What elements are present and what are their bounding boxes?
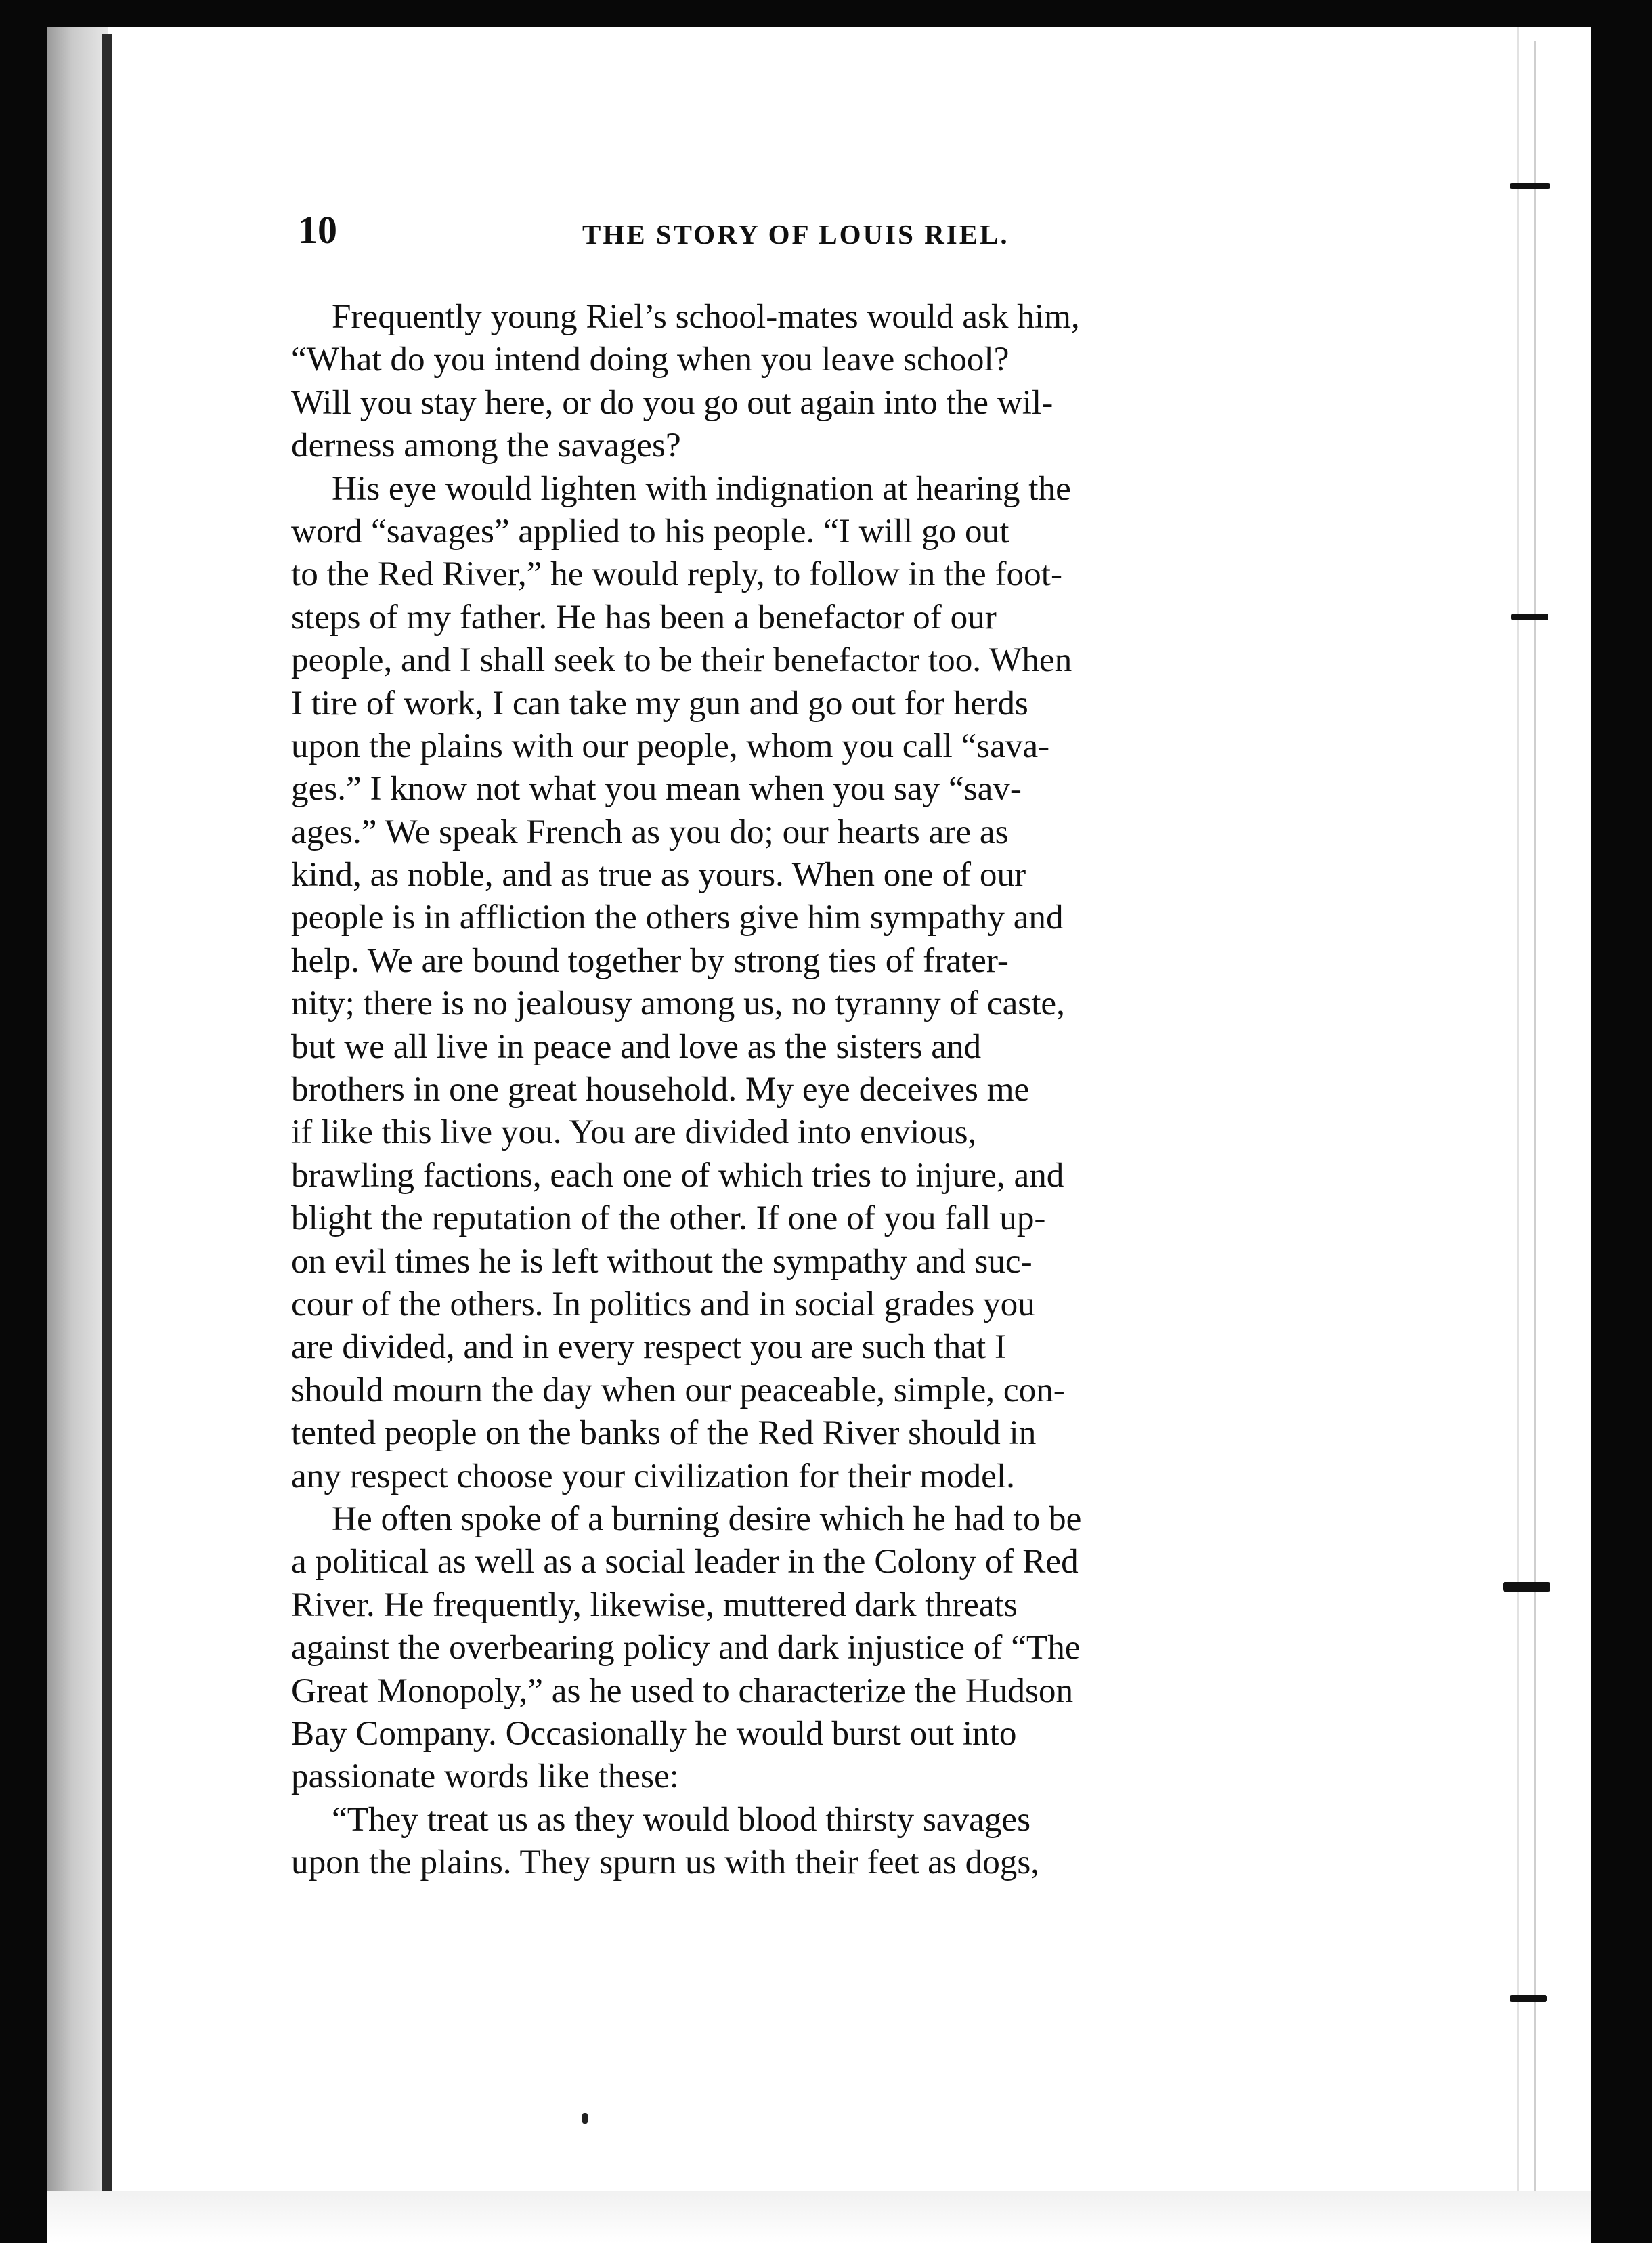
text-line: “What do you intend doing when you leave school? xyxy=(291,340,1009,379)
text-line: brawling factions, each one of which tries to injure, and xyxy=(291,1155,1064,1195)
text-line: nity; there is no jealousy among us, no tyranny of caste, xyxy=(291,984,1065,1023)
text-line: should mourn the day when our peaceable, simple, con- xyxy=(291,1370,1065,1409)
ink-speck xyxy=(582,2113,588,2124)
page-right-margin xyxy=(1517,27,1593,2243)
text-line: passionate words like these: xyxy=(291,1757,679,1796)
text-line: but we all live in peace and love as the sisters and xyxy=(291,1027,982,1066)
page-number: 10 xyxy=(298,208,337,252)
scan-border-left xyxy=(0,0,47,2243)
scan-border-right xyxy=(1591,0,1652,2243)
book-spine-edge xyxy=(47,27,108,2194)
text-line: Bay Company. Occasionally he would burst out into xyxy=(291,1713,1017,1753)
text-line: derness among the savages? xyxy=(291,426,681,465)
margin-mark xyxy=(1503,1582,1550,1592)
text-line: brothers in one great household. My eye deceives me xyxy=(291,1070,1030,1109)
text-line: cour of the others. In politics and in social grades you xyxy=(291,1284,1035,1323)
scan-border-top xyxy=(0,0,1652,27)
margin-mark xyxy=(1510,1995,1547,2002)
page-header xyxy=(298,203,1368,264)
text-line: blight the reputation of the other. If one of you fall up- xyxy=(291,1199,1046,1238)
text-line: His eye would lighten with indignation at hearing the xyxy=(332,469,1071,508)
text-line: to the Red River,” he would reply, to follow in the foot- xyxy=(291,555,1062,594)
text-line: kind, as noble, and as true as yours. When one of our xyxy=(291,855,1026,895)
text-line: upon the plains. They spurn us with their feet as dogs, xyxy=(291,1843,1040,1882)
text-line: River. He frequently, likewise, muttered dark threats xyxy=(291,1585,1018,1624)
text-line: steps of my father. He has been a benefactor of our xyxy=(291,597,997,637)
text-line: upon the plains with our people, whom you call “sava- xyxy=(291,726,1050,765)
running-head: THE STORY OF LOUIS RIEL. xyxy=(582,219,1009,250)
text-line: “They treat us as they would blood thirsty savages xyxy=(332,1799,1031,1839)
text-line: Frequently young Riel’s school-mates would ask him, xyxy=(332,297,1080,336)
text-line: people is in affliction the others give him sympathy and xyxy=(291,898,1064,937)
text-line: He often spoke of a burning desire which he had to be xyxy=(332,1499,1082,1538)
text-line: ges.” I know not what you mean when you say “sav- xyxy=(291,769,1022,809)
page-bottom-margin xyxy=(47,2191,1591,2243)
text-line: Will you stay here, or do you go out again into the wil- xyxy=(291,383,1053,422)
text-line: are divided, and in every respect you are such that I xyxy=(291,1327,1007,1367)
text-line: Great Monopoly,” as he used to characterize the Hudson xyxy=(291,1671,1074,1710)
text-line: I tire of work, I can take my gun and go out for herds xyxy=(291,683,1028,723)
text-line: word “savages” applied to his people. “I will go out xyxy=(291,511,1009,551)
margin-mark xyxy=(1511,614,1548,620)
page-edge-shadow xyxy=(102,34,112,2194)
text-line: people, and I shall seek to be their benefactor too. When xyxy=(291,641,1072,680)
margin-mark xyxy=(1510,183,1550,189)
text-line: tented people on the banks of the Red River should in xyxy=(291,1413,1037,1453)
text-line: ages.” We speak French as you do; our hearts are as xyxy=(291,812,1009,851)
text-line: a political as well as a social leader in the Colony of Red xyxy=(291,1542,1079,1581)
text-line: against the overbearing policy and dark injustice of “The xyxy=(291,1628,1081,1667)
text-line: if like this live you. You are divided into envious, xyxy=(291,1113,977,1152)
text-line: on evil times he is left without the sympathy and suc- xyxy=(291,1241,1032,1281)
body-text xyxy=(291,295,1334,1883)
text-line: any respect choose your civilization for their model. xyxy=(291,1456,1015,1495)
text-line: help. We are bound together by strong ties of frater- xyxy=(291,941,1009,980)
margin-fold-line xyxy=(1534,41,1536,2194)
